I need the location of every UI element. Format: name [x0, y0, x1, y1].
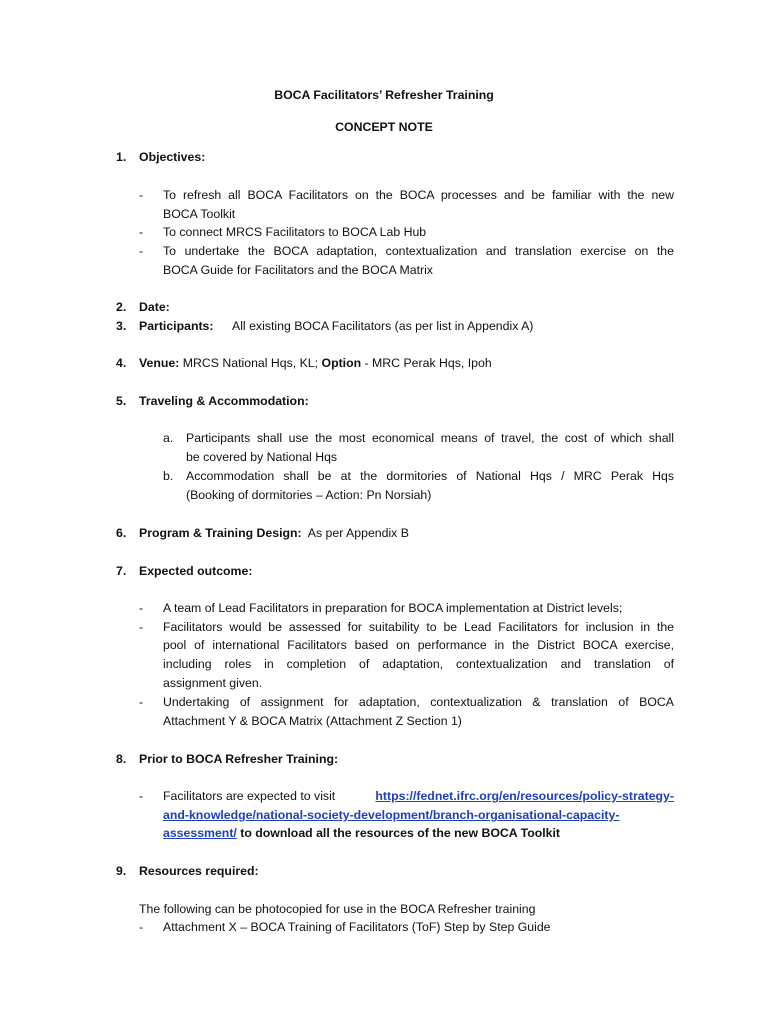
prior-text-1: Facilitators are expected to visit	[163, 789, 336, 803]
section-heading-participants: Participants:	[139, 319, 214, 333]
objective-item-1-line-1: To refresh all BOCA Facilitators on the BOCA processes and be familiar with the new	[163, 188, 674, 202]
bullet-dash: -	[139, 789, 144, 803]
section-number: 7.	[116, 564, 127, 578]
list-letter: b.	[163, 469, 174, 483]
section-number: 1.	[116, 150, 127, 164]
outcome-item-3-line-1: Undertaking of assignment for adaptation, contextualization & translation of BOCA	[163, 695, 674, 709]
outcome-item-3-line-2: Attachment Y & BOCA Matrix (Attachment Z Section 1)	[163, 714, 462, 728]
section-number: 9.	[116, 864, 127, 878]
venue-value-1: MRCS National Hqs, KL;	[182, 356, 319, 370]
outcome-item-2-line-1: Facilitators would be assessed for suitability to be Lead Facilitators for inclusion in the	[163, 620, 674, 634]
section-number: 6.	[116, 526, 127, 540]
section-heading-outcome: Expected outcome:	[139, 564, 253, 578]
program-line	[139, 526, 409, 541]
section-number: 5.	[116, 394, 127, 408]
section-heading-resources: Resources required:	[139, 864, 259, 878]
traveling-item-a-line-2: be covered by National Hqs	[186, 450, 338, 464]
traveling-item-a-line-1: Participants shall use the most economical means of travel, the cost of which shall	[186, 431, 674, 445]
objective-item-3-line-2: BOCA Guide for Facilitators and the BOCA Matrix	[163, 263, 433, 277]
venue-value-2: - MRC Perak Hqs, Ipoh	[364, 356, 492, 370]
document-title: BOCA Facilitators’ Refresher Training	[274, 88, 494, 102]
section-heading-objectives: Objectives:	[139, 150, 206, 164]
bullet-dash: -	[139, 920, 144, 934]
document-subtitle: CONCEPT NOTE	[335, 120, 433, 134]
participants-value: All existing BOCA Facilitators (as per list in Appendix A)	[232, 319, 534, 333]
section-number: 3.	[116, 319, 127, 333]
outcome-item-1: A team of Lead Facilitators in preparation for BOCA implementation at District levels;	[163, 601, 623, 615]
section-heading-traveling: Traveling & Accommodation:	[139, 394, 309, 408]
outcome-item-2-line-3: including roles in completion of adaptation, contextualization and translation of	[163, 657, 674, 671]
traveling-item-b-line-2: (Booking of dormitories – Action: Pn Norsiah)	[186, 488, 432, 502]
outcome-item-2-line-2: pool of international Facilitators based on performance in the District BOCA exercise,	[163, 638, 674, 652]
outcome-item-2-line-4: assignment given.	[163, 676, 263, 690]
resources-item-1: Attachment X – BOCA Training of Facilitators (ToF) Step by Step Guide	[163, 920, 551, 934]
prior-line-3	[163, 826, 560, 841]
objective-item-3-line-1: To undertake the BOCA adaptation, contextualization and translation exercise on the	[163, 244, 674, 258]
objective-item-2: To connect MRCS Facilitators to BOCA Lab Hub	[163, 225, 427, 239]
bullet-dash: -	[139, 225, 144, 239]
section-heading-venue: Venue:	[139, 356, 180, 370]
objective-item-1-line-2: BOCA Toolkit	[163, 207, 236, 221]
bullet-dash: -	[139, 601, 144, 615]
section-heading-prior: Prior to BOCA Refresher Training:	[139, 752, 339, 766]
resource-link-line-1[interactable]: https://fednet.ifrc.org/en/resources/policy-strategy-	[375, 789, 674, 803]
prior-text-2: to download all the resources of the new BOCA Toolkit	[240, 826, 561, 840]
resource-link-line-2[interactable]: and-knowledge/national-society-development/branch-organisational-capacity-	[163, 808, 620, 822]
bullet-dash: -	[139, 620, 144, 634]
bullet-dash: -	[139, 244, 144, 258]
section-number: 2.	[116, 300, 127, 314]
section-heading-program: Program & Training Design:	[139, 526, 302, 540]
bullet-dash: -	[139, 188, 144, 202]
venue-line	[139, 356, 492, 371]
section-heading-date: Date:	[139, 300, 170, 314]
section-number: 4.	[116, 356, 127, 370]
venue-option-label: Option	[321, 356, 362, 370]
resource-link-line-3[interactable]: assessment/	[163, 826, 237, 840]
resources-intro: The following can be photocopied for use in the BOCA Refresher training	[139, 902, 536, 916]
traveling-item-b-line-1: Accommodation shall be at the dormitories of National Hqs / MRC Perak Hqs	[186, 469, 674, 483]
section-number: 8.	[116, 752, 127, 766]
bullet-dash: -	[139, 695, 144, 709]
program-value: As per Appendix B	[307, 526, 409, 540]
list-letter: a.	[163, 431, 174, 445]
